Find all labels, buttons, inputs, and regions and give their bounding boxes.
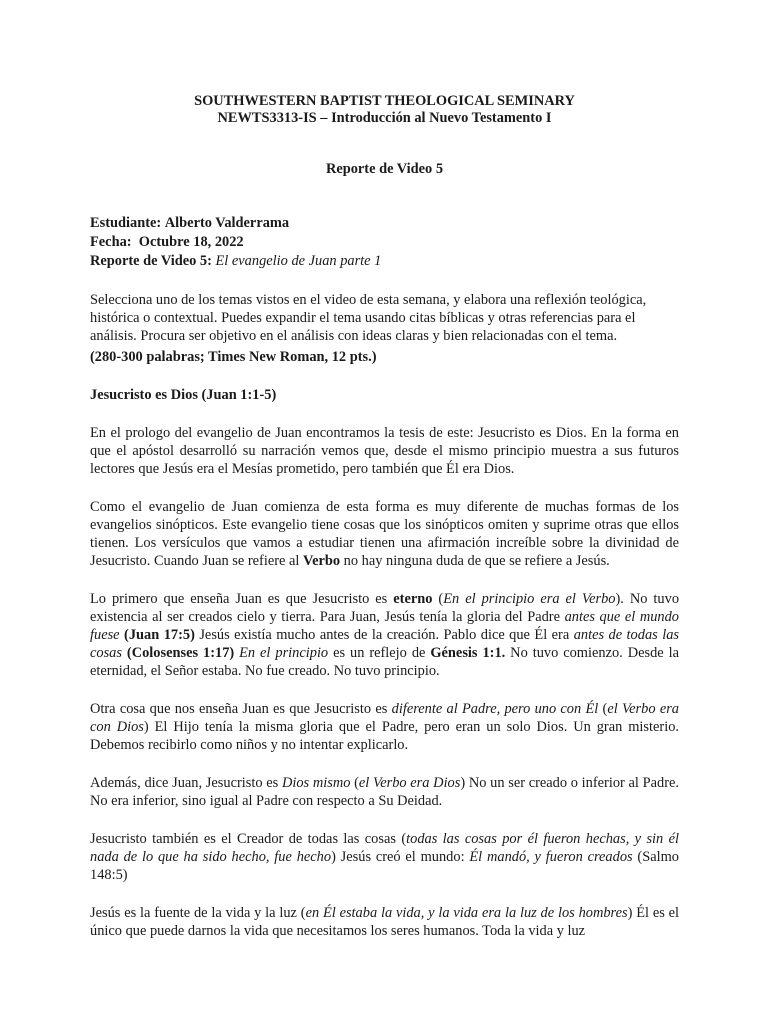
report-title: Reporte de Video 5 bbox=[325, 161, 444, 177]
instructions-requirements: (280-300 palabras; Times New Roman, 12 pts.) bbox=[90, 349, 377, 365]
date-value: Octubre 18, 2022 bbox=[138, 234, 244, 250]
date-line bbox=[90, 233, 679, 252]
paragraph-5: Además, dice Juan, Jesucristo es Dios mismo (el Verbo era Dios) No un ser creado o inferior al Padre. No era inferior, sino igual al Padre con respecto a Su Deidad. bbox=[90, 775, 679, 809]
paragraph-2: Como el evangelio de Juan comienza de esta forma es muy diferente de muchas formas de los evangelios sinópticos. Este evangelio tiene cosas que los sinópticos omiten y suprime otras que ellos tienen. Los versículos que vamos a estudiar tienen una afirmación increíble sobre la divinidad de Jesucristo. Cuando Juan se refiere al Verbo no hay ninguna duda de que se refiere a Jesús. bbox=[90, 499, 679, 569]
paragraph-4: Otra cosa que nos enseña Juan es que Jesucristo es diferente al Padre, pero uno con Él (el Verbo era con Dios) El Hijo tenía la misma gloria que el Padre, pero eran un solo Dios. Un gran misterio. Debemos recibirlo como niños y no intentar explicarlo. bbox=[90, 701, 680, 753]
student-line bbox=[90, 214, 679, 233]
student-label: Estudiante: bbox=[90, 215, 162, 231]
paragraph-7: Jesús es la fuente de la vida y la luz (en Él estaba la vida, y la vida era la luz de los hombres) Él es el único que puede darnos la vida que necesitamos los seres humanos. Toda la vida y luz bbox=[90, 905, 680, 939]
course-title: NEWTS3313-IS – Introducción al Nuevo Testamento I bbox=[217, 110, 552, 126]
student-value: Alberto Valderrama bbox=[164, 215, 290, 231]
document-header bbox=[90, 93, 679, 127]
report-line bbox=[90, 252, 679, 271]
section-heading: Jesucristo es Dios (Juan 1:1-5) bbox=[90, 387, 277, 403]
instructions-text: Selecciona uno de los temas vistos en el video de esta semana, y elabora una reflexión teológica, histórica o contextual. Puedes expandir el tema usando citas bíblicas y otras referencias para el análisis. Procura ser objetivo en el análisis con ideas claras y bien relacionadas con el tema. bbox=[90, 292, 647, 344]
date-label: Fecha: bbox=[90, 234, 132, 250]
paragraph-3: Lo primero que enseña Juan es que Jesucristo es eterno (En el principio era el Verbo). No tuvo existencia al ser creados cielo y tierra. Para Juan, Jesús tenía la gloria del Padre antes que el mundo fuese (Juan 17:5) Jesús existía mucho antes de la creación. Pablo dice que Él era antes de todas las cosas (Colosenses 1:17) En el principio es un reflejo de Génesis 1:1. No tuvo comienzo. Desde la eternidad, el Señor estaba. No fue creado. No tuvo principio. bbox=[90, 591, 680, 679]
paragraph-6: Jesucristo también es el Creador de todas las cosas (todas las cosas por él fueron hechas, y sin él nada de lo que ha sido hecho, fue hecho) Jesús creó el mundo: Él mandó, y fueron creados (Salmo 148:5) bbox=[90, 831, 679, 883]
report-meta bbox=[90, 214, 679, 271]
document-page bbox=[90, 93, 679, 940]
paragraph-1: En el prologo del evangelio de Juan encontramos la tesis de este: Jesucristo es Dios. En la forma en que el apóstol desarrolló su narración vemos que, desde el mismo principio muestra a sus futuros lectores que Jesús era el Mesías prometido, pero también que Él era Dios. bbox=[90, 425, 679, 477]
institution-name: SOUTHWESTERN BAPTIST THEOLOGICAL SEMINARY bbox=[194, 93, 575, 109]
report-label: Reporte de Video 5: bbox=[90, 253, 212, 269]
report-value: El evangelio de Juan parte 1 bbox=[215, 253, 382, 269]
